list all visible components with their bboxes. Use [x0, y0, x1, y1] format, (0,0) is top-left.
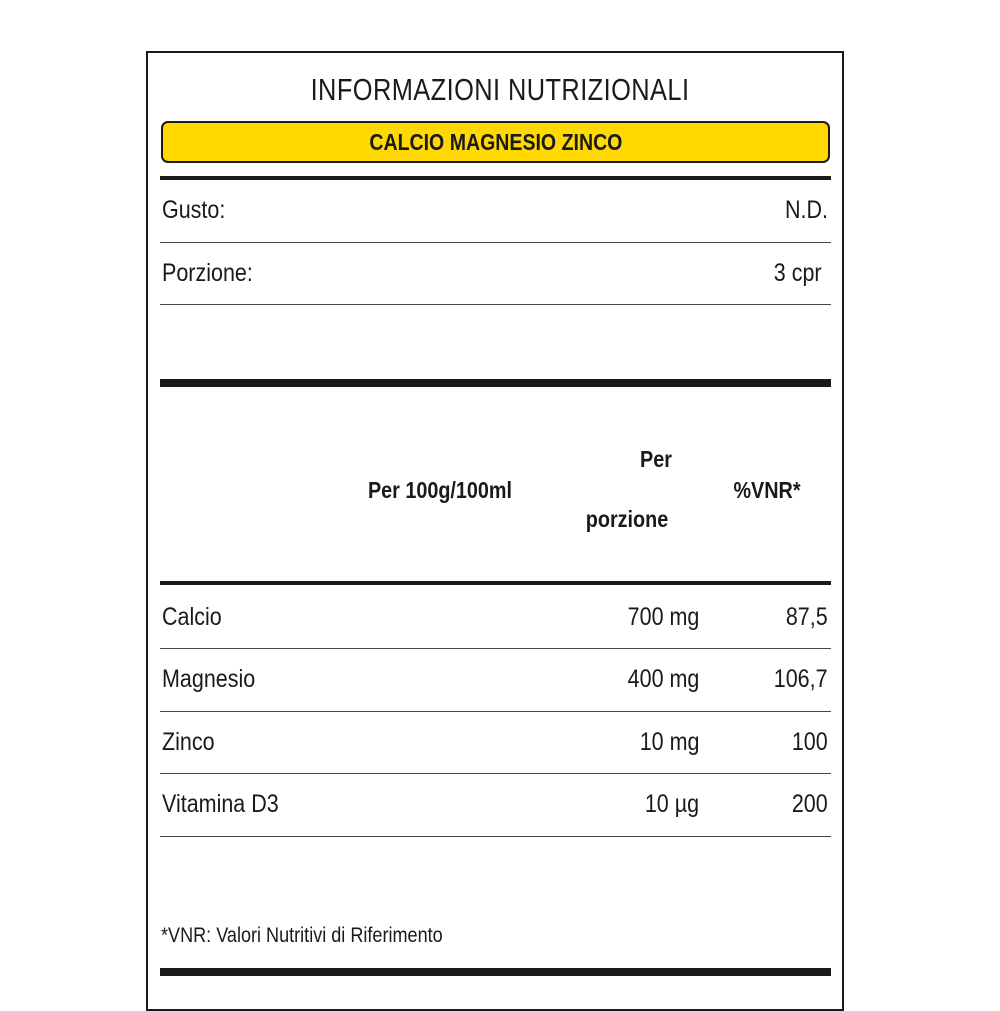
divider [160, 836, 831, 837]
serving-value: 3 cpr [774, 259, 822, 287]
divider-thick [160, 176, 831, 180]
divider [160, 242, 831, 243]
nutrient-vnr: 100 [792, 728, 828, 756]
divider [160, 711, 831, 712]
footnote: *VNR: Valori Nutritivi di Riferimento [161, 924, 443, 947]
divider-thick [160, 581, 831, 585]
flavor-value: N.D. [785, 196, 828, 224]
divider-heavy [160, 379, 831, 387]
nutrient-name: Magnesio [162, 665, 256, 693]
header-vnr: %VNR* [733, 477, 801, 503]
divider [160, 304, 831, 305]
serving-label: Porzione: [162, 259, 253, 287]
panel-title: INFORMAZIONI NUTRIZIONALI [310, 72, 690, 107]
nutrition-panel [146, 51, 844, 1011]
product-name: CALCIO MAGNESIO ZINCO [368, 128, 623, 155]
nutrient-per-serving: 700 mg [627, 603, 699, 631]
header-per-serving-line2: porzione [585, 506, 669, 532]
divider [160, 648, 831, 649]
nutrient-per-serving: 10 µg [644, 790, 699, 818]
nutrient-name: Vitamina D3 [162, 790, 279, 818]
product-banner [161, 121, 830, 163]
flavor-label: Gusto: [162, 196, 226, 224]
header-per-serving-line1: Per [640, 446, 672, 472]
header-per-100: Per 100g/100ml [367, 477, 513, 503]
divider [160, 773, 831, 774]
nutrient-per-serving: 10 mg [639, 728, 699, 756]
nutrient-name: Calcio [162, 603, 222, 631]
divider-heavy [160, 968, 831, 976]
nutrient-name: Zinco [162, 728, 215, 756]
nutrient-vnr: 87,5 [786, 603, 828, 631]
nutrient-per-serving: 400 mg [627, 665, 699, 693]
nutrient-vnr: 106,7 [774, 665, 828, 693]
nutrient-vnr: 200 [792, 790, 828, 818]
